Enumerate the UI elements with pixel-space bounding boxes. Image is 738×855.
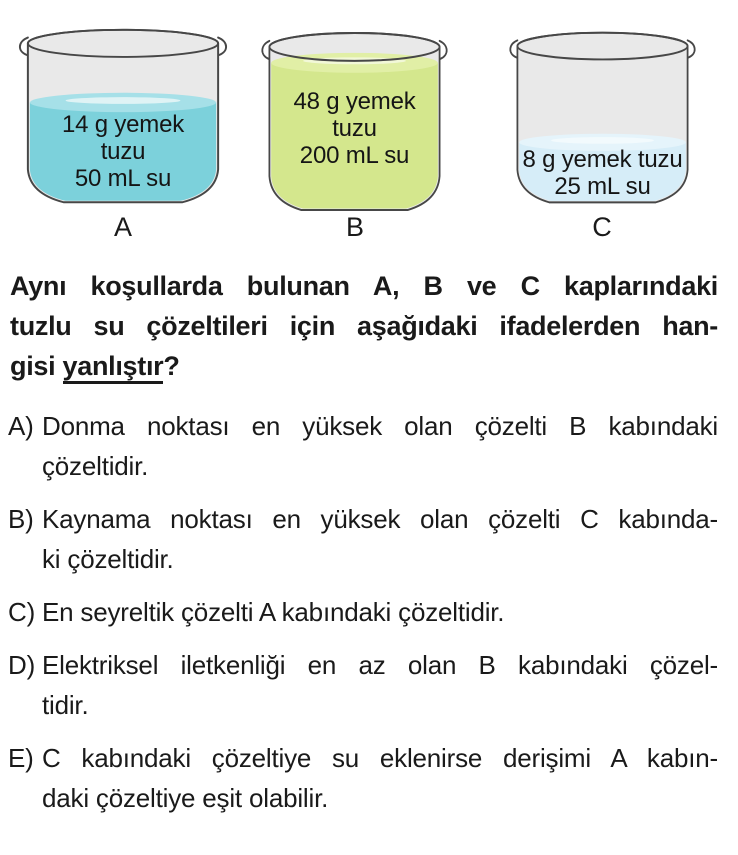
question-line: [10, 346, 718, 386]
option-line: çözeltidir.: [42, 451, 149, 481]
beaker-lip-left-icon: [262, 41, 269, 59]
contents-line: 25 mL su: [554, 173, 651, 200]
question-line: tuzlu su çözeltileri için aşağıdaki ifadelerden han-: [10, 311, 718, 341]
question-line: Aynı koşullarda bulunan A, B ve C kaplarındaki: [10, 271, 718, 301]
contents-line: 8 g yemek tuzu: [522, 146, 683, 173]
contents-line: 200 mL su: [299, 142, 410, 169]
option-text: [42, 592, 718, 632]
contents-line: 48 g yemek: [293, 88, 416, 115]
contents-line: tuzu: [100, 138, 146, 165]
beaker-a-label: A: [113, 212, 132, 242]
beaker-lip-left-icon: [510, 40, 517, 57]
beaker-lip-right-icon: [688, 40, 695, 57]
option-text: [42, 645, 718, 725]
option-letter: C): [8, 597, 36, 627]
option-line: daki çözeltiye eşit olabilir.: [42, 783, 329, 813]
option-line: En seyreltik çözelti A kabındaki çözeltidir.: [42, 597, 505, 627]
underlined-term: yanlıştır: [63, 351, 164, 384]
option-letter: E): [8, 743, 34, 773]
question-mark: ?: [163, 351, 180, 381]
beaker-lip-left-icon: [20, 38, 28, 55]
option-line: ki çözeltidir.: [42, 544, 174, 574]
option-b: [8, 499, 724, 579]
option-line: C kabındaki çözeltiye su eklenirse derişimi A kabın-: [42, 743, 718, 773]
option-line: Elektriksel iletkenliği en az olan B kabındaki çözel-: [42, 650, 718, 680]
option-letter: D): [8, 650, 36, 680]
beaker-c-label: C: [592, 212, 612, 242]
contents-line: tuzu: [332, 115, 377, 142]
beaker-b-label: B: [345, 212, 364, 242]
beaker-a-contents: [24, 111, 222, 192]
option-e: [8, 738, 724, 818]
option-text: [42, 499, 718, 579]
beakers-figure: [0, 0, 738, 252]
question-text: [10, 266, 718, 386]
option-text: [42, 738, 718, 818]
contents-line: 14 g yemek: [61, 111, 185, 138]
option-letter: A): [8, 411, 34, 441]
options-list: [8, 406, 724, 818]
beaker-c-contents: [503, 146, 702, 200]
beaker-b-contents: [262, 88, 447, 169]
option-c: [8, 592, 724, 632]
option-line: tidir.: [42, 690, 89, 720]
liquid-surface-highlight: [551, 137, 654, 144]
liquid-surface-highlight: [66, 97, 181, 104]
option-text: [42, 406, 718, 486]
option-line: Kaynama noktası en yüksek olan çözelti C kabında-: [42, 504, 718, 534]
beaker-lip-right-icon: [218, 38, 226, 55]
option-d: [8, 645, 724, 725]
beaker-lip-right-icon: [440, 41, 447, 59]
option-line: Donma noktası en yüksek olan çözelti B kabındaki: [42, 411, 718, 441]
question-line-pre: gisi: [10, 351, 63, 381]
option-letter: B): [8, 504, 34, 534]
contents-line: 50 mL su: [74, 165, 172, 192]
option-a: [8, 406, 724, 486]
